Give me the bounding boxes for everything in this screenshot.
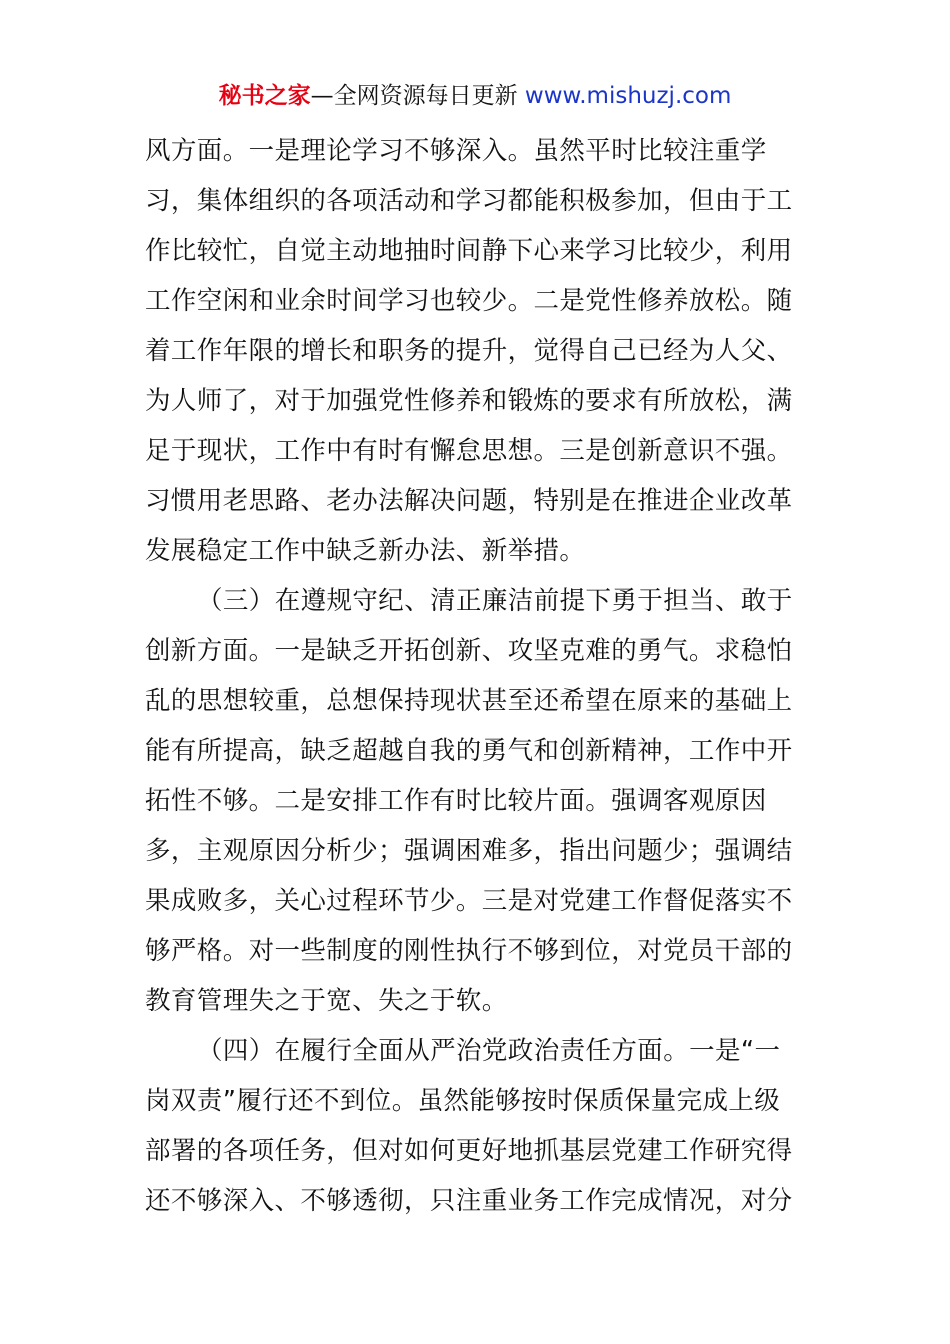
text-line: 发展稳定工作中缺乏新办法、新举措。 (145, 536, 586, 566)
paragraph-heading-3: （三）在遵规守纪、清正廉洁前提下勇于担当、敢于 (197, 586, 793, 616)
text-line: 足于现状，工作中有时有懈怠思想。三是创新意识不强。 (145, 436, 793, 466)
site-brand: 秘书之家 (218, 83, 311, 109)
text-line: 能有所提高，缺乏超越自我的勇气和创新精神，工作中开 (145, 736, 793, 766)
document-body (145, 126, 805, 1226)
text-line: 创新方面。一是缺乏开拓创新、攻坚克难的勇气。求稳怕 (145, 636, 793, 666)
text-line: 拓性不够。二是安排工作有时比较片面。强调客观原因 (145, 786, 767, 816)
site-url-link[interactable]: www.mishuzj.com (524, 83, 732, 109)
text-line: 岗双责”履行还不到位。虽然能够按时保质保量完成上级 (145, 1086, 781, 1116)
text-line: 还不够深入、不够透彻，只注重业务工作完成情况，对分 (145, 1186, 793, 1216)
site-header (0, 80, 950, 112)
site-tagline: —全网资源每日更新 (310, 83, 525, 109)
text-line: 习惯用老思路、老办法解决问题，特别是在推进企业改革 (145, 486, 793, 516)
text-line: 着工作年限的增长和职务的提升，觉得自己已经为人父、 (145, 336, 793, 366)
text-line: 够严格。对一些制度的刚性执行不够到位，对党员干部的 (145, 936, 793, 966)
text-line: 多，主观原因分析少；强调困难多，指出问题少；强调结 (145, 836, 793, 866)
paragraph-heading-4: （四）在履行全面从严治党政治责任方面。一是“一 (197, 1036, 781, 1066)
text-line: 习，集体组织的各项活动和学习都能积极参加，但由于工 (145, 186, 793, 216)
text-line: 部署的各项任务，但对如何更好地抓基层党建工作研究得 (145, 1136, 793, 1166)
text-line: 工作空闲和业余时间学习也较少。二是党性修养放松。随 (145, 286, 793, 316)
text-line: 教育管理失之于宽、失之于软。 (145, 986, 508, 1016)
text-line: 果成败多，关心过程环节少。三是对党建工作督促落实不 (145, 886, 793, 916)
text-line: 风方面。一是理论学习不够深入。虽然平时比较注重学 (145, 136, 767, 166)
text-line: 乱的思想较重，总想保持现状甚至还希望在原来的基础上 (145, 686, 793, 716)
text-line: 为人师了，对于加强党性修养和锻炼的要求有所放松，满 (145, 386, 793, 416)
text-line: 作比较忙，自觉主动地抽时间静下心来学习比较少，利用 (145, 236, 793, 266)
